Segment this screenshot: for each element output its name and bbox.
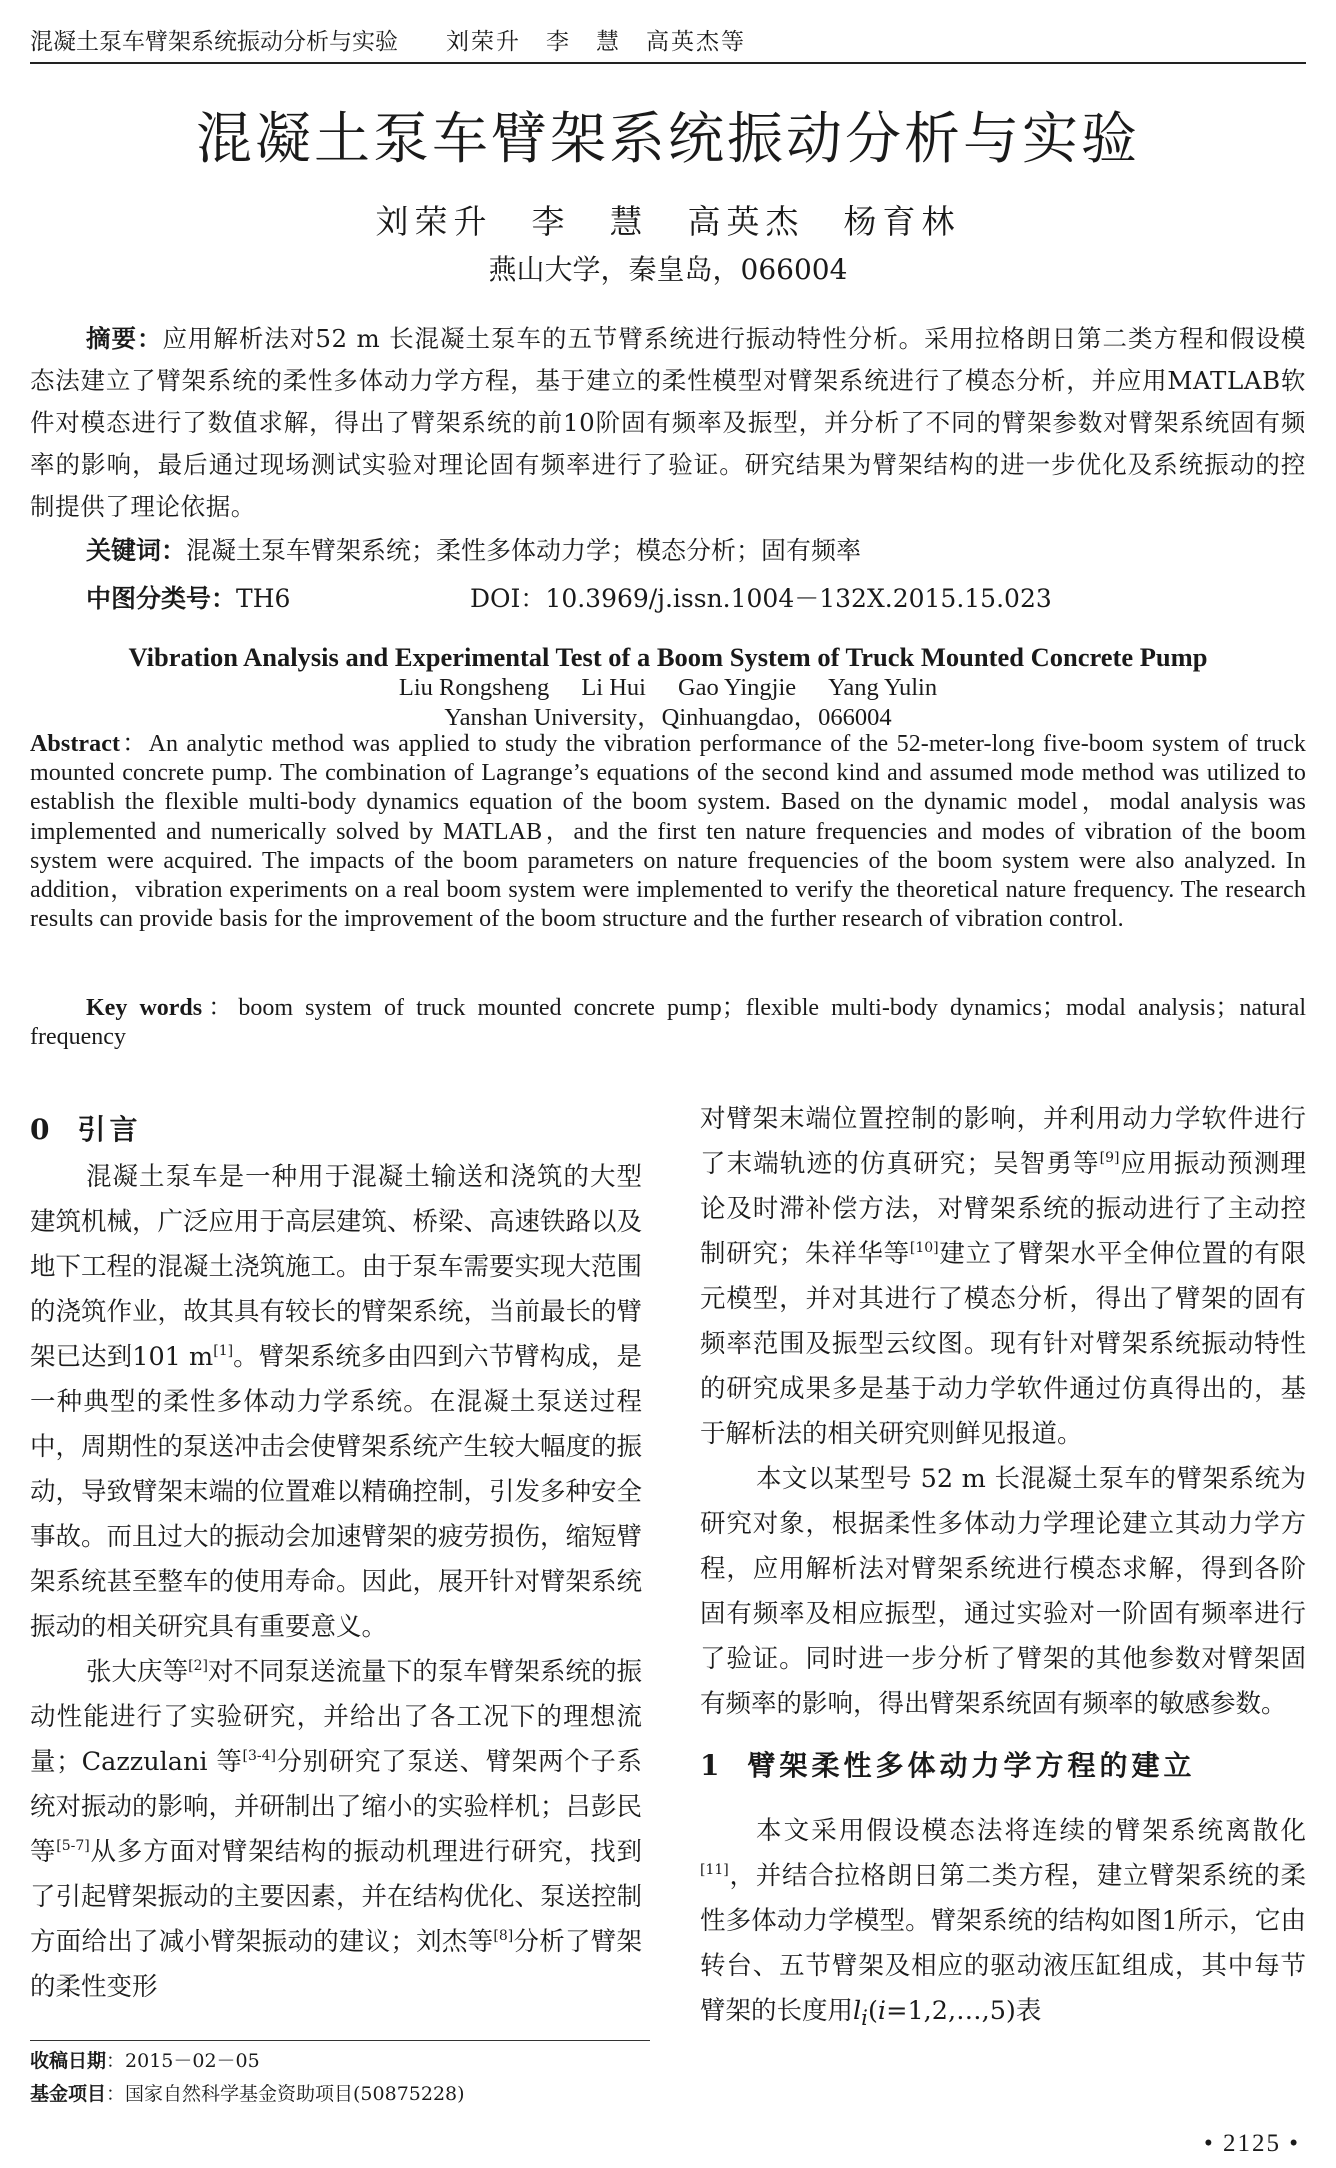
footnote-text: ：国家自然科学基金资助项目(50875228) (106, 2083, 465, 2105)
paper-title-en: Vibration Analysis and Experimental Test of a Boom System of Truck Mounted Concrete Pump (128, 642, 1208, 672)
abstract-zh-label: 摘要： (86, 324, 163, 353)
citation: [10] (909, 1240, 939, 1256)
affiliation-en: Yanshan University，Qinhuangdao，066004 (444, 704, 892, 731)
keywords-en-text: ：boom system of truck mounted concrete pump；flexible multi-body dynamics；modal analysis；natural frequency (30, 995, 1306, 1051)
running-header-title: 混凝土泵车臂架系统振动分析与实验 (30, 29, 398, 55)
classification-line (86, 578, 1306, 620)
body-column-right (700, 1097, 1306, 2041)
paragraph: 本文以某型号 52 m 长混凝土泵车的臂架系统为研究对象，根据柔性多体动力学理论建立其动力学方程，应用解析法对臂架系统进行模态求解，得到各阶固有频率及相应振型，通过实验对一阶固有频率进行了验证。同时进一步分析了臂架的其他参数对臂架固有频率的影响，得出臂架系统固有频率的敏感参数。 (700, 1464, 1306, 1719)
math-subscript: i (861, 2006, 868, 2032)
author-en: Li Hui (581, 674, 646, 701)
citation: [9] (1099, 1150, 1120, 1166)
paragraph-text: 对不同泵送流量下的泵车臂架系统的振动性能进行了实验研究，并给出了各工况下的理想流量；Cazzulani 等 (30, 1657, 642, 1777)
paragraph (700, 1809, 1306, 2041)
paragraph-text: 对臂架末端位置控制的影响，并利用动力学软件进行了末端轨迹的仿真研究；吴智勇等 (700, 1104, 1306, 1179)
citation: [3-4] (242, 1748, 276, 1764)
section-number: 0 (30, 1113, 54, 1146)
paragraph-text: 从多方面对臂架结构的振动机理进行研究，找到了引起臂架振动的主要因素，并在结构优化、泵送控制方面给出了减小臂架振动的建议；刘杰等 (30, 1837, 643, 1957)
keywords-zh-label: 关键词： (86, 536, 187, 565)
section-title: 臂架柔性多体动力学方程的建立 (747, 1749, 1196, 1782)
author-en: Gao Yingjie (677, 674, 797, 701)
footnote-received (30, 2040, 650, 2075)
affiliation-zh: 燕山大学，秦皇岛，066004 (488, 253, 848, 286)
paragraph-text: 分析了臂架的柔性变形 (30, 1927, 642, 2002)
running-header-authors: 刘荣升 李 慧 高英杰等 (446, 29, 746, 55)
body-column-left (30, 1105, 642, 2010)
paragraph (700, 1097, 1306, 1457)
paragraph-text: 。臂架系统多由四到六节臂构成，是一种典型的柔性多体动力学系统。在混凝土泵送过程中，周期性的泵送冲击会使臂架系统产生较大幅度的振动，导致臂架末端的位置难以精确控制，引发多种安全事故。而且过大的振动会加速臂架的疲劳损伤，缩短臂架系统甚至整车的使用寿命。因此，展开针对臂架系统振动的相关研究具有重要意义。 (30, 1342, 643, 1642)
keywords-zh (86, 530, 1306, 572)
section-heading-1 (700, 1741, 1306, 1791)
paragraph-text: ，并结合拉格朗日第二类方程，建立臂架系统的柔性多体动力学模型。臂架系统的结构如图1所示，它由转台、五节臂架及相应的驱动液压缸组成，其中每节臂架的长度用 (700, 1861, 1306, 2026)
classification-label: 中图分类号： (86, 584, 237, 613)
doi: DOI：10.3969/j.issn.1004－132X.2015.15.023 (470, 584, 1052, 613)
authors-en (0, 673, 1336, 703)
paragraph-text: 分别研究了泵送、臂架两个子系统对振动的影响，并研制出了缩小的实验样机；吕彭民等 (30, 1747, 643, 1867)
abstract-en-label: Abstract (30, 731, 121, 757)
paper-title-zh: 混凝土泵车臂架系统振动分析与实验 (196, 107, 1140, 172)
classification-code: TH6 (236, 584, 291, 613)
abstract-en-text: ：An analytic method was applied to study the vibration performance of the 52-meter-long five-boom system of truck mounted concrete pump. The combination of Lagrange’s equations of the second kind and assumed mode method was utilized to establish the flexible multi-body dynamics equation of the boom system. Based on the dynamic model，modal analysis was implemented and numerically solved by MATLAB，and the first ten nature frequencies and modes of vibration of the boom system were acquired. The impacts of the boom parameters on nature frequencies of the boom system were also analyzed. In addition，vibration experiments on a real boom system were implemented to verify the theoretical nature frequency. The research results can provide basis for the improvement of the boom structure and the further research of vibration control. (30, 731, 1306, 933)
paragraph-text: 建立了臂架水平全伸位置的有限元模型，并对其进行了模态分析，得出了臂架的固有频率范围及振型云纹图。现有针对臂架系统振动特性的研究成果多是基于动力学软件通过仿真得出的，基于解析法的相关研究则鲜见报道。 (700, 1239, 1306, 1449)
citation: [5-7] (56, 1838, 90, 1854)
math-symbol: l (853, 1996, 862, 2026)
section-heading-0 (30, 1105, 642, 1155)
citation: [11] (700, 1862, 729, 1878)
footnote-label: 收稿日期 (30, 2050, 107, 2072)
paragraph-text: 张大庆等 (86, 1657, 189, 1687)
paragraph-text: ( (867, 1996, 878, 2026)
keywords-en (30, 994, 1306, 1052)
author-en: Yang Yulin (828, 674, 938, 701)
paragraph-text: 应用振动预测理论及时滞补偿方法，对臂架系统的振动进行了主动控制研究；朱祥华等 (700, 1149, 1306, 1269)
author-en: Liu Rongsheng (398, 674, 550, 701)
paragraph-text: =1,2,…,5)表 (886, 1996, 1042, 2026)
citation: [8] (493, 1928, 514, 1944)
section-number: 1 (700, 1749, 724, 1782)
page-number: • 2125 • (1203, 2130, 1300, 2157)
footnote-label: 基金项目 (30, 2083, 107, 2105)
paragraph-text: 本文采用假设模态法将连续的臂架系统离散化 (756, 1816, 1306, 1846)
section-title: 引言 (77, 1113, 142, 1146)
footnote-text: ：2015－02－05 (106, 2050, 260, 2072)
abstract-en (30, 730, 1306, 934)
footnote-fund (30, 2080, 650, 2108)
citation: [2] (188, 1658, 208, 1674)
math-variable: i (877, 1996, 887, 2026)
paragraph (30, 1650, 642, 2010)
abstract-zh-text: 应用解析法对52 m 长混凝土泵车的五节臂系统进行振动特性分析。采用拉格朗日第二类方程和假设模态法建立了臂架系统的柔性多体动力学方程，基于建立的柔性模型对臂架系统进行了模态分析，并应用MATLAB软件对模态进行了数值求解，得出了臂架系统的前10阶固有频率及振型，并分析了不同的臂架参数对臂架系统固有频率的影响，最后通过现场测试实验对理论固有频率进行了验证。研究结果为臂架结构的进一步优化及系统振动的控制提供了理论依据。 (30, 324, 1306, 521)
running-header (30, 22, 1306, 64)
keywords-en-label: Key words (86, 995, 203, 1021)
authors-zh: 刘荣升 李 慧 高英杰 杨育林 (375, 202, 961, 241)
paragraph-text: 混凝土泵车是一种用于混凝土输送和浇筑的大型建筑机械，广泛应用于高层建筑、桥梁、高速铁路以及地下工程的混凝土浇筑施工。由于泵车需要实现大范围的浇筑作业，故其具有较长的臂架系统，当前最长的臂架已达到101 m (30, 1162, 643, 1372)
citation: [1] (213, 1343, 234, 1359)
keywords-zh-text: 混凝土泵车臂架系统；柔性多体动力学；模态分析；固有频率 (186, 536, 862, 565)
abstract-zh (30, 318, 1306, 528)
paragraph (30, 1155, 642, 1650)
